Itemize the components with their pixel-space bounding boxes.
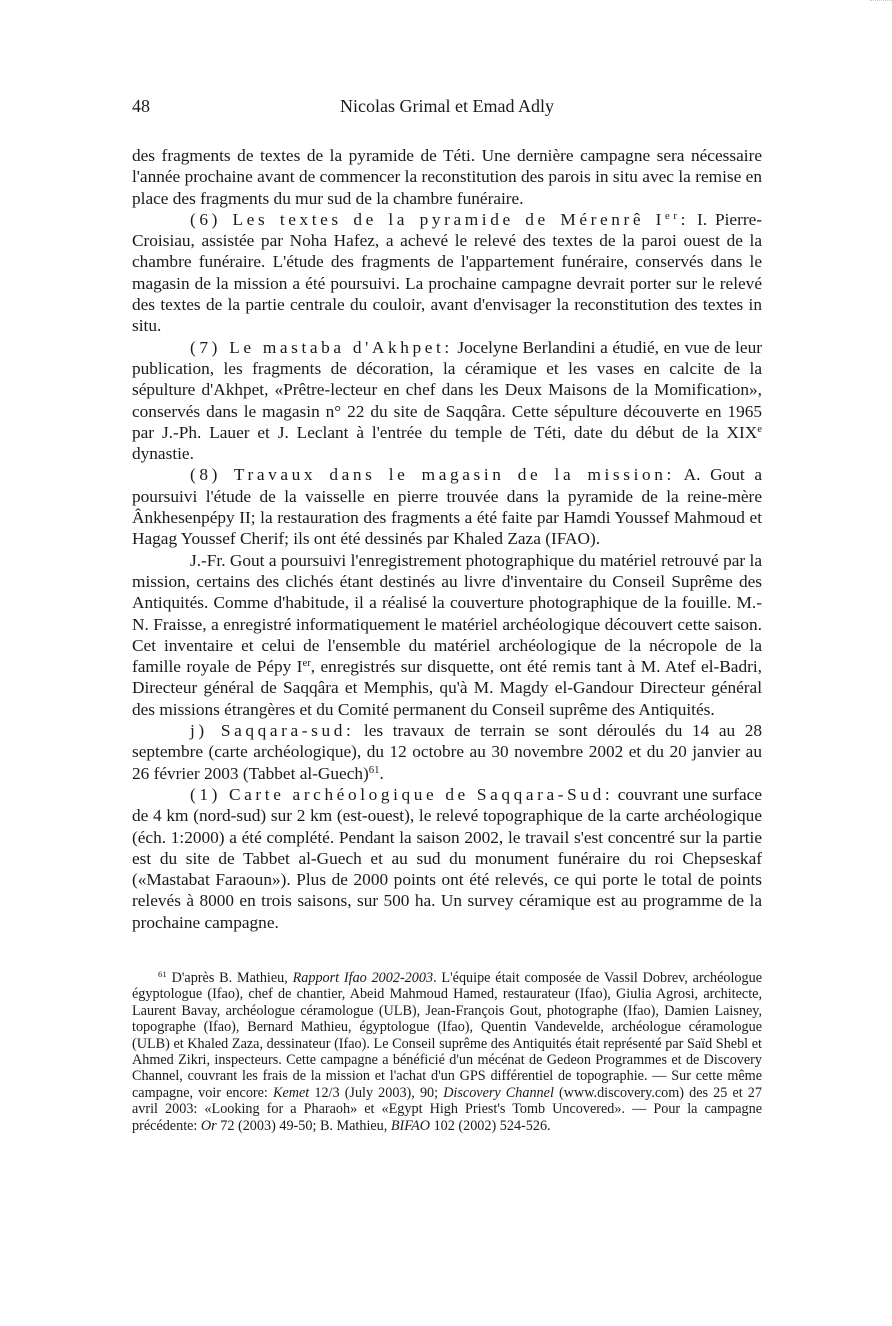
section-heading: (1) Carte archéologique de Saqqara-Sud:	[190, 784, 614, 804]
footnote-italic: BIFAO	[390, 1117, 431, 1134]
paragraph-text: I. Pierre-Croisiau, assistée par Noha Hafez, a achevé le relevé des textes de la paroi ouest de la chambre funéraire. L'étude des fragments de l'appartement funéraire, conservés dans le magasin de la mission a été poursuivi. La prochaine campagne devrait porter sur le relevé des textes de la partie centrale du couloir, avant d'envisager la reconstitution des textes in situ.	[132, 209, 763, 336]
scan-corner-mark	[870, 0, 892, 3]
footnote-italic: Or	[200, 1117, 217, 1134]
body-text	[132, 145, 762, 933]
paragraph-text-end: , enregistrés sur disquette, ont été remis tant à M. Atef el-Badri, Directeur général de Saqqâra et Memphis, qu'à M. Magdy el-Gandour Directeur général des missions étrangères et du Comité permanent du Conseil suprême des Antiquités.	[132, 657, 762, 719]
paragraph-4	[132, 464, 762, 549]
section-heading: j) Saqqara-sud:	[190, 721, 355, 741]
footnote-italic: Kemet	[273, 1084, 310, 1101]
paragraph-1	[132, 145, 762, 209]
page-number: 48	[132, 96, 150, 116]
paragraph-3	[132, 337, 762, 465]
paragraph-7	[132, 784, 762, 933]
section-heading: (7) Le mastaba d'Akhpet:	[190, 337, 453, 357]
page-header	[132, 96, 762, 120]
paragraph-6	[132, 720, 762, 784]
text-superscript: er	[302, 657, 311, 670]
paragraph-text: couvrant une surface de 4 km (nord-sud) sur 2 km (est-ouest), le relevé topographique de la carte archéologique (éch. 1:2000) a été complété. Pendant la saison 2002, le travail s'est concentré sur la partie est du site de Tabbet al-Guech et au sud du monument funéraire du roi Chepseskaf («Mastabat Faraoun»). Plus de 2000 points ont été relevés, ce qui porte le total de points relevés à 8000 en trois saisons, sur 500 ha. Un survey céramique est au programme de la prochaine campagne.	[132, 784, 762, 932]
paragraph-text: Jocelyne Berlandini a étudié, en vue de leur publication, les fragments de décoration, la céramique et les vases en calcite de la sépulture d'Akhpet, «Prêtre-lecteur en chef dans les Deux Maisons de la Momification», conservés dans le magasin n° 22 du site de Saqqâra. Cette sépulture découverte en 1965 par J.-Ph. Lauer et J. Leclant à l'entrée du temple de Téti, date du début de la XIX	[132, 337, 762, 442]
paragraph-text: les travaux de terrain se sont déroulés du 14 au 28 septembre (carte archéologique), du 12 octobre au 30 novembre 2002 et du 20 janvier au 26 février 2003 (Tabbet al-Guech)	[132, 721, 762, 783]
footnote	[132, 970, 762, 1134]
paragraph-5	[132, 550, 762, 720]
footnote-reference: 61	[368, 763, 380, 776]
footnote-number: 61	[158, 969, 167, 980]
footnote-text: 12/3 (July 2003), 90;	[309, 1084, 444, 1101]
section-heading: (8) Travaux dans le magasin de la mission:	[190, 465, 675, 485]
footnote-text: 102 (2002) 524-526.	[430, 1117, 551, 1134]
heading-superscript: er	[665, 210, 681, 222]
heading-colon: :	[680, 209, 689, 229]
text-superscript: e	[757, 422, 762, 435]
footnote-text: D'après B. Mathieu,	[166, 970, 293, 986]
paragraph-text-end: dynastie.	[132, 444, 194, 464]
footnote-italic: Discovery Channel	[443, 1084, 554, 1101]
paragraph-text: A. Gout a poursuivi l'étude de la vaisselle en pierre trouvée dans la pyramide de la reine-mère Ânkhesenpépy II; la restauration des fragments a été faite par Hamdi Youssef Mahmoud et Hagag Youssef Cherif; ils ont été dessinés par Khaled Zaza (IFAO).	[132, 465, 762, 549]
paragraph-text: J.-Fr. Gout a poursuivi l'enregistrement photographique du matériel retrouvé par la mission, certains des clichés étant destinés au livre d'inventaire du Conseil Suprême des Antiquités. Comme d'habitude, il a réalisé la couverture photographique de la fouille. M.-N. Fraisse, a enregistré informatiquement le matériel archéologique découvert cette saison. Cet inventaire et celui de l'ensemble du matériel archéologique de la nécropole de la famille royale de Pépy I	[132, 550, 762, 677]
footnote-italic: Rapport Ifao 2002-2003	[292, 970, 434, 986]
footnote-text: . L'équipe était composée de Vassil Dobrev, archéologue égyptologue (Ifao), chef de chantier, Abeid Mahmoud Hamed, restaurateur (Ifao), Giulia Agrosi, architecte, Laurent Bavay, archéologue céramologue (ULB), Jean-François Gout, photographe (Ifao), Damien Laisney, topographe (Ifao), Bernard Mathieu, égyptologue (Ifao), Quentin Vandevelde, archéologue céramologue (ULB) et Khaled Zaza, dessinateur (Ifao). Le Conseil suprême des Antiquités était représenté par Saïd Shebl et Ahmed Zikri, inspecteurs. Cette campagne a bénéficié d'un mécénat de Gedeon Programmes et de Discovery Channel, couvrant les frais de la mission et l'achat d'un GPS différentiel de topographie. — Sur cette même campagne, voir encore:	[132, 970, 762, 1101]
paragraph-2	[132, 209, 762, 337]
footnote-text: (www.discovery.com) des 25 et 27 avril 2003: «Looking for a Pharaoh» et «Egypt High Priest's Tomb Uncovered». — Pour la campagne précédente:	[132, 1084, 762, 1134]
footnote-text: 72 (2003) 49-50; B. Mathieu,	[216, 1117, 391, 1134]
paragraph-text: des fragments de textes de la pyramide de Téti. Une dernière campagne sera nécessaire l'année prochaine avant de commencer la reconstitution des parois in situ avec la remise en place des fragments du mur sud de la chambre funéraire.	[132, 146, 762, 208]
paragraph-text-end: .	[379, 763, 384, 783]
running-head: Nicolas Grimal et Emad Adly	[340, 96, 554, 116]
section-heading: (6) Les textes de la pyramide de Mérenrê I	[190, 209, 666, 229]
